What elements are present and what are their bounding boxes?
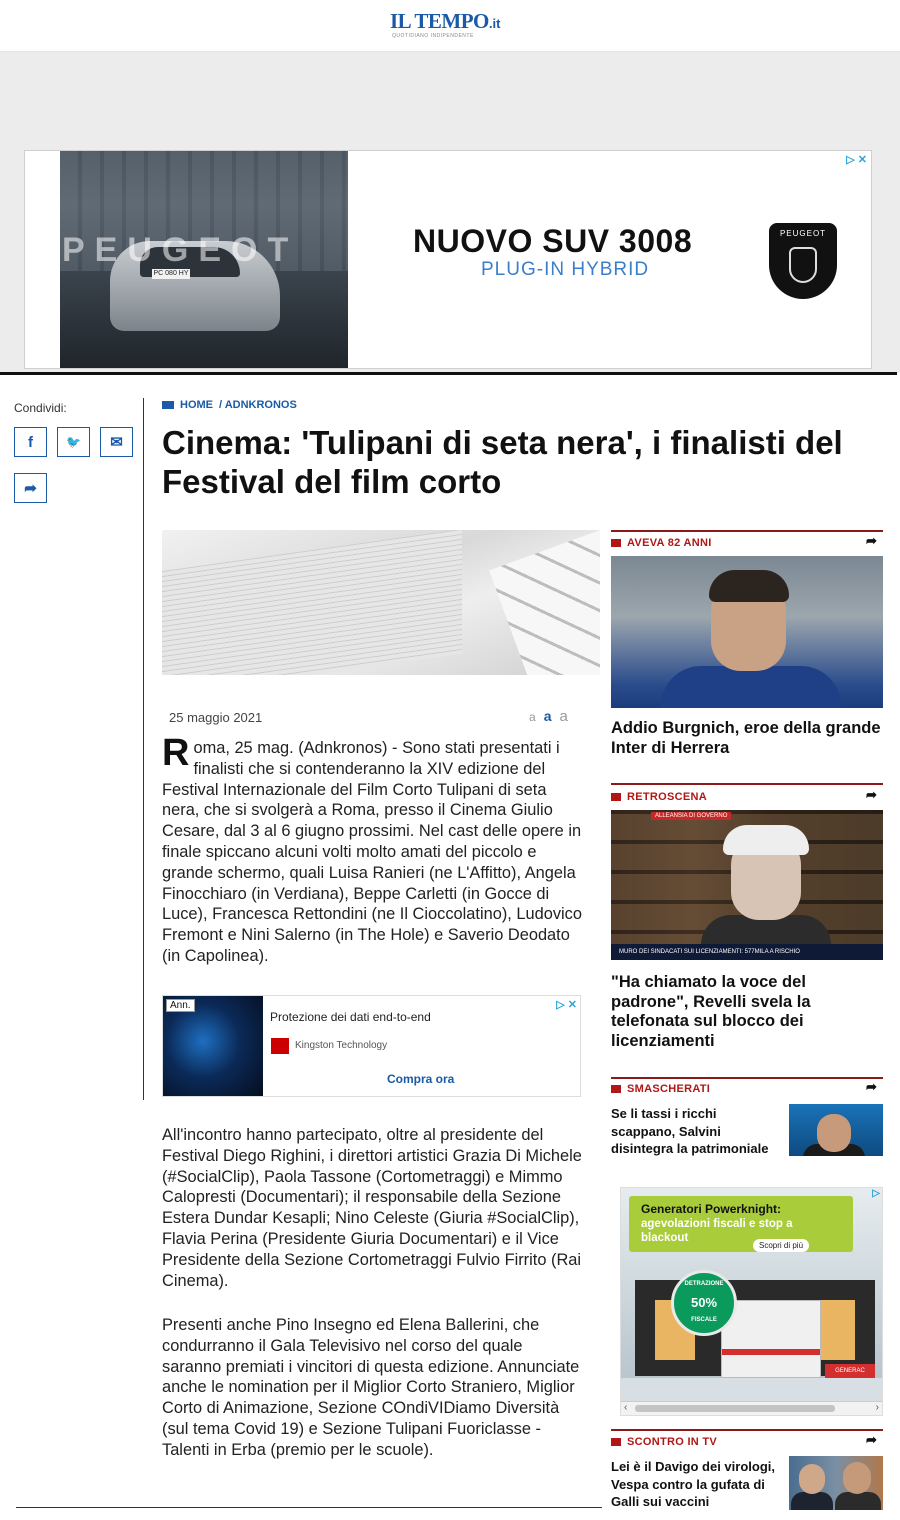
scroll-left-icon[interactable]: ‹ (624, 1402, 628, 1413)
sidebar-category[interactable] (611, 1436, 717, 1448)
hair-shape (723, 825, 809, 855)
sidebar-thumb-salvini[interactable] (789, 1104, 883, 1156)
sidebar-rule (611, 1429, 883, 1431)
mail-icon: ✉ (110, 434, 123, 451)
facebook-icon: f (28, 433, 33, 451)
sidebar-thumb-vespa[interactable] (789, 1456, 883, 1510)
breadcrumb (162, 399, 297, 411)
inline-ad-cta-button[interactable]: Compra ora (387, 1072, 455, 1086)
share-arrow-icon: ➦ (24, 480, 37, 497)
tv-top-label: ALLEANSIA DI GOVERNO (651, 812, 731, 820)
badge-bottom-text: FISCALE (691, 1317, 717, 1323)
scrollbar-thumb[interactable] (635, 1405, 835, 1412)
sidebar-category-label: RETROSCENA (627, 791, 708, 803)
adchoices-icon[interactable]: ▷ ✕ (846, 154, 867, 166)
article-paragraph-1 (162, 732, 582, 967)
face-shape (817, 1114, 851, 1152)
adchoices-icon[interactable]: ▷ (872, 1188, 880, 1199)
adchoices-icon[interactable]: ▷ ✕ (556, 999, 577, 1011)
sidebar-category-label: AVEVA 82 ANNI (627, 537, 712, 549)
ad-scrollbar[interactable] (621, 1401, 882, 1415)
peugeot-logo-text: PEUGEOT (779, 229, 827, 238)
kingston-logo-icon (271, 1038, 289, 1054)
car-ad-image[interactable] (60, 151, 348, 368)
font-large-button[interactable]: a (559, 708, 568, 725)
logo-tagline: QUOTIDIANO INDIPENDENTE (392, 33, 474, 39)
site-logo[interactable] (390, 9, 520, 39)
header-divider (0, 372, 897, 375)
font-small-button[interactable]: a (529, 710, 536, 724)
sidebar-ad[interactable] (620, 1187, 883, 1416)
sidebar-category-label: SMASCHERATI (627, 1083, 711, 1095)
hair-shape (709, 570, 789, 602)
suit-shape (791, 1492, 833, 1510)
category-marker-icon (611, 539, 621, 547)
generator-stripe (722, 1349, 820, 1355)
logo-wordmark: IL TEMPO (390, 9, 489, 33)
category-marker-icon (611, 1438, 621, 1446)
sidebar-small-headline[interactable]: Se li tassi i ricchi scappano, Salvini disintegra la patrimoniale (611, 1106, 769, 1156)
sidebar-headline[interactable]: "Ha chiamato la voce del padrone", Revelli svela la telefonata sul blocco dei licenziamenti (611, 973, 811, 1050)
article-hero-image (162, 530, 600, 675)
article-paragraph-3: Presenti anche Pino Insegno ed Elena Ballerini, che condurranno il Gala Televisivo nel corso del quale saranno premiati i vincitori di questa edizione. Annunciate anche le nomination per il Miglior Corto Straniero, Miglior Corto di Animazione, Sezione COndiVIDiamo Diversità (sul tema Covid 19) e Sezione Tulipani Fuoriclasse - Talenti in Erba (premio per le scuole). (162, 1316, 580, 1459)
sidebar-category[interactable] (611, 537, 712, 549)
generac-logo: GENERAC (825, 1364, 875, 1378)
peugeot-logo[interactable] (769, 223, 837, 299)
keyboard-graphic (489, 530, 600, 675)
share-arrow-icon[interactable]: ➦ (866, 1079, 877, 1094)
twitter-share-button[interactable] (57, 427, 90, 457)
article-title: Cinema: 'Tulipani di seta nera', i finalisti del Festival del film corto (162, 424, 843, 500)
scroll-right-icon[interactable]: › (875, 1402, 879, 1413)
category-marker-icon (611, 1085, 621, 1093)
sidebar-category[interactable] (611, 791, 707, 803)
sidebar-category-label: SCONTRO IN TV (627, 1436, 718, 1448)
font-size-controls (529, 708, 568, 725)
sidebar-image-revelli[interactable] (611, 810, 883, 960)
face-shape (843, 1462, 871, 1494)
inline-ad[interactable] (162, 995, 581, 1097)
suit-shape (835, 1492, 881, 1510)
sidebar-small-headline[interactable]: Lei è il Davigo dei virologi, Vespa contro la gufata di Galli sui vaccini (611, 1459, 775, 1509)
newspaper-graphic (162, 530, 462, 675)
ad-badge: Ann. (166, 999, 195, 1012)
breadcrumb-section[interactable]: / ADNKRONOS (219, 399, 297, 411)
ad-cta-button[interactable]: Scopri di più (753, 1239, 809, 1252)
breadcrumb-home[interactable]: HOME (180, 399, 213, 411)
badge-top-text: DETRAZIONE (684, 1281, 724, 1287)
generator-graphic (721, 1300, 821, 1378)
badge-value: 50% (690, 1295, 718, 1310)
twitter-icon: 🐦 (66, 435, 81, 449)
sidebar-headline[interactable]: Addio Burgnich, eroe della grande Inter di Herrera (611, 719, 881, 757)
window-shape (815, 1300, 855, 1360)
jersey-shape (661, 666, 841, 708)
lion-emblem-icon (789, 247, 817, 283)
logo-suffix: .it (488, 16, 501, 31)
facebook-share-button[interactable] (14, 427, 47, 457)
share-label: Condividi: (14, 401, 67, 415)
share-arrow-icon[interactable]: ➦ (866, 533, 877, 548)
share-arrow-icon[interactable]: ➦ (866, 1432, 877, 1447)
sidebar-category[interactable] (611, 1083, 710, 1095)
category-marker-icon (611, 793, 621, 801)
site-header (0, 0, 900, 52)
face-shape (799, 1464, 825, 1494)
drop-cap: R (162, 732, 190, 774)
inline-ad-title[interactable]: Protezione dei dati end-to-end (270, 1010, 431, 1024)
ad-brand-word: PEUGEOT (62, 231, 299, 269)
inline-ad-image[interactable] (163, 996, 263, 1096)
tax-deduction-badge (671, 1270, 737, 1336)
sidebar-rule (611, 530, 883, 532)
inline-ad-advertiser: Kingston Technology (295, 1040, 388, 1051)
font-medium-button[interactable]: a (543, 708, 552, 724)
sidebar-image-burgnich[interactable] (611, 556, 883, 708)
share-column-divider (143, 398, 144, 1100)
sidebar-rule (611, 783, 883, 785)
email-share-button[interactable] (100, 427, 133, 457)
breadcrumb-marker-icon (162, 401, 174, 409)
ad-headline[interactable]: Generatori Powerknight: (641, 1202, 782, 1216)
ad-title[interactable]: NUOVO SUV 3008 (413, 223, 693, 259)
ad-subtitle[interactable]: PLUG-IN HYBRID (481, 259, 650, 280)
license-plate: PC 080 HY (153, 270, 189, 277)
article-bottom-divider (16, 1507, 602, 1508)
share-arrow-icon[interactable]: ➦ (866, 787, 877, 802)
top-ad-banner[interactable] (24, 150, 872, 369)
article-date: 25 maggio 2021 (169, 710, 263, 725)
more-share-button[interactable] (14, 473, 47, 503)
paragraph-1-text: oma, 25 mag. (Adnkronos) - Sono stati presentati i finalisti che si contenderanno la XIV edizione del Festival Internazionale del Film Corto Tulipani di seta nera, che si svolgerà a Roma, presso il Cinema Giulio Cesare, dal 3 al 6 giugno prossimi. Nel cast delle opere in finale spiccano alcuni volti molto amati del piccolo e grande schermo, quali Luisa Ranieri (ne L'Affitto), Angela Finocchiaro (in Verdiana), Beppe Carletti (in Gocce di Luce), Francesca Rettondini (ne Il Cioccolatino), Ludovico Fremont e Nini Salerno (in The Hole) e Saverio Deodato (in Capolinea). (162, 739, 582, 965)
article-paragraph-2: All'incontro hanno partecipato, oltre al presidente del Festival Diego Righini, i direttori artistici Grazia Di Michele (#SocialClip), Paola Tassone (Cortometraggi) e Mimmo Calopresti (Documentari); il responsabile della Sezione Estera Dundar Kesapli; Nino Celeste (Giuria #SocialClip), Flavia Perina (Presidente Giuria Documentari) e il Vice Presidente della Sezione Cortometraggi Fulvio Firrito (Rai Cinema). (162, 1126, 582, 1290)
ad-subline[interactable]: agevolazioni fiscali e stop a blackout (641, 1218, 793, 1244)
tv-ticker: MURO DEI SINDACATI SUI LICENZIAMENTI: 577MILA A RISCHIO (611, 944, 883, 960)
sidebar-rule (611, 1077, 883, 1079)
